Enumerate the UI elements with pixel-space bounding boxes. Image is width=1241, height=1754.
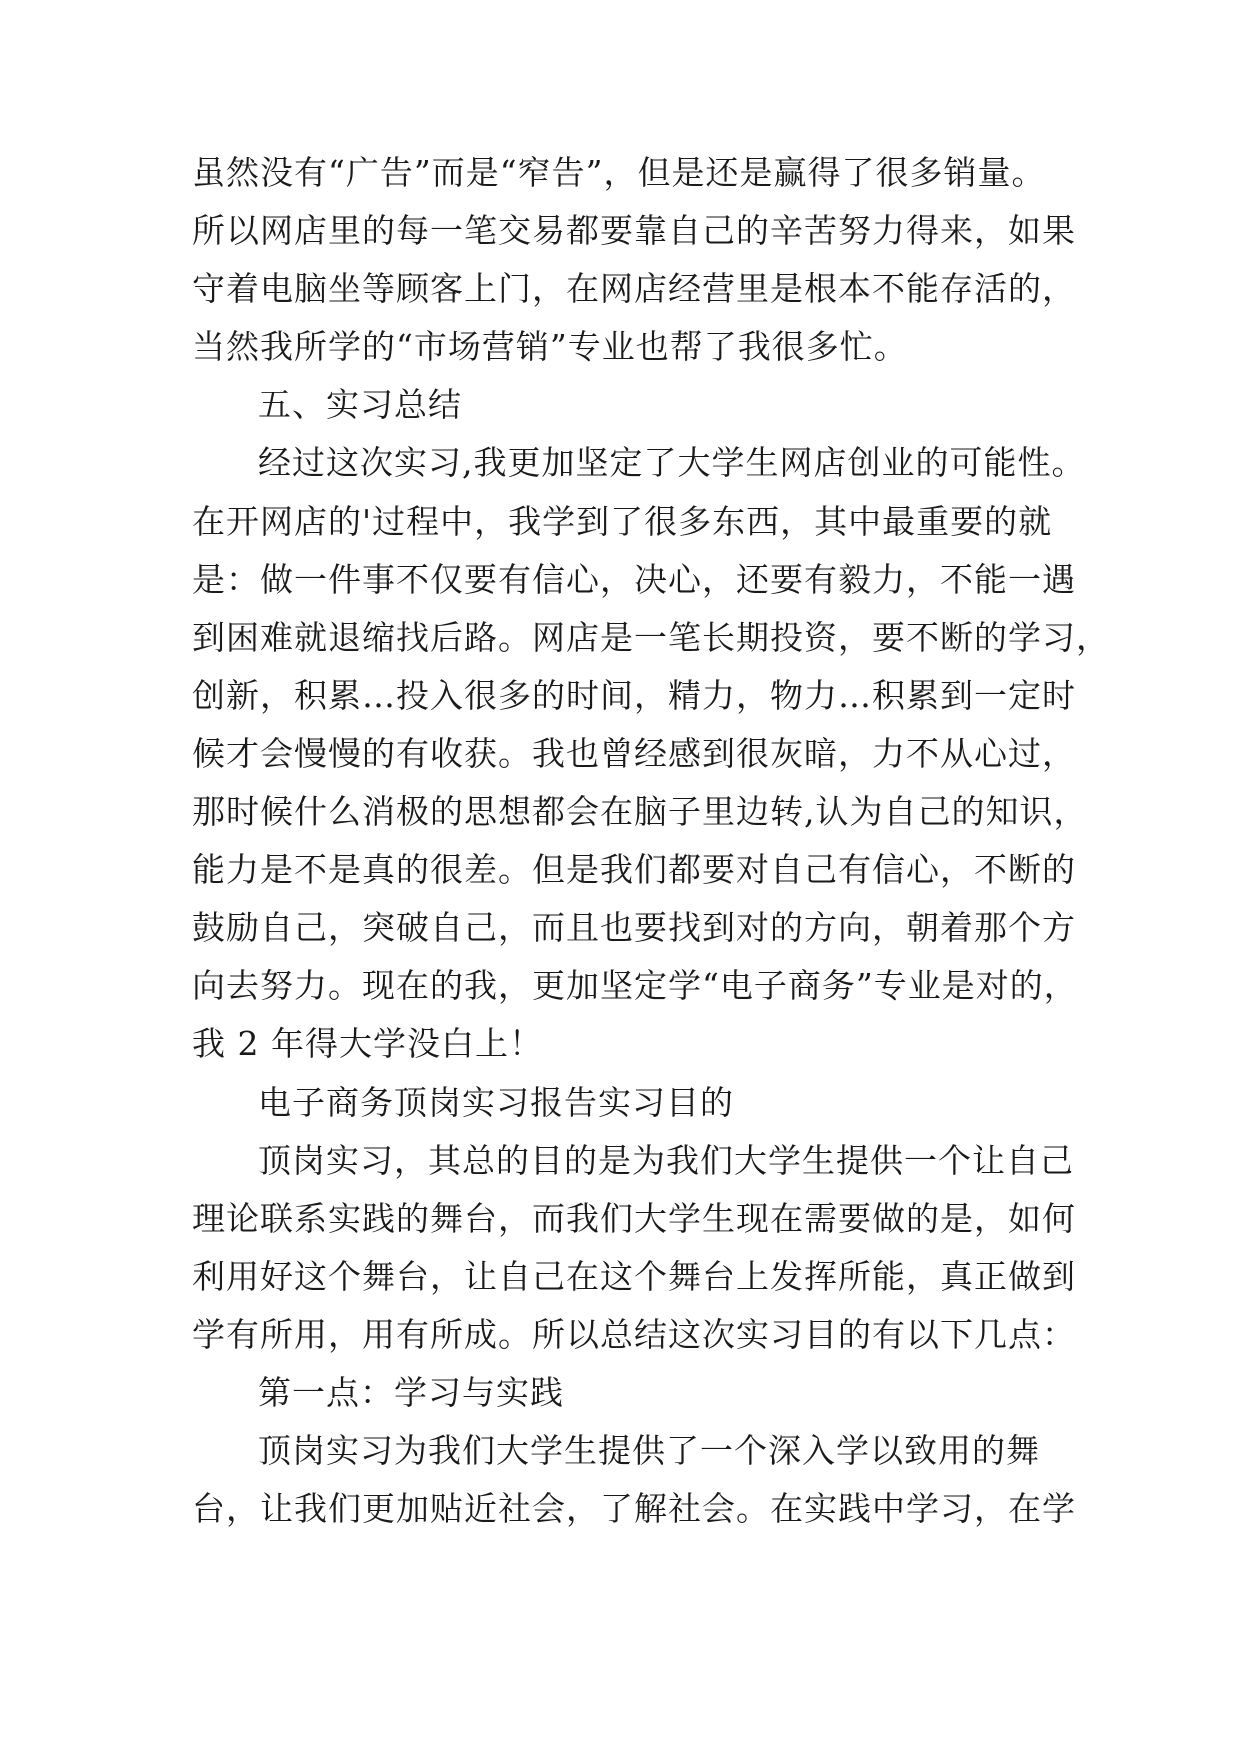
section-heading: 第一点：学习与实践 [258,1372,564,1412]
text-line: 理论联系实践的舞台，而我们大学生现在需要做的是，如何 [192,1198,1076,1238]
text-line: 向去努力。现在的我，更加坚定学“电子商务”专业是对的， [192,966,1078,1006]
text-line: 所以网店里的每一笔交易都要靠自己的辛苦努力得来，如果 [192,211,1076,251]
text-line: 在开网店的'过程中，我学到了很多东西，其中最重要的就 [192,501,1053,541]
text-line: 经过这次实习,我更加坚定了大学生网店创业的可能性。 [258,443,1086,483]
document-page [192,144,1110,1538]
text-line: 守着电脑坐等顾客上门，在网店经营里是根本不能存活的， [192,269,1076,309]
text-line: 是：做一件事不仅要有信心，决心，还要有毅力，不能一遇 [192,559,1076,599]
text-line: 我 2 年得大学没白上！ [192,1024,543,1064]
text-line: 利用好这个舞台，让自己在这个舞台上发挥所能，真正做到 [192,1256,1076,1296]
text-line: 能力是不是真的很差。但是我们都要对自己有信心，不断的 [192,850,1076,890]
section-heading: 电子商务顶岗实习报告实习目的 [258,1082,734,1122]
text-line: 顶岗实习为我们大学生提供了一个深入学以致用的舞 [258,1431,1040,1471]
text-line: 鼓励自己，突破自己，而且也要找到对的方向，朝着那个方 [192,908,1076,948]
section-heading: 五、实习总结 [258,385,462,425]
text-line: 当然我所学的“市场营销”专业也帮了我很多忙。 [192,327,908,367]
text-line: 候才会慢慢的有收获。我也曾经感到很灰暗，力不从心过， [192,733,1076,773]
text-line: 顶岗实习，其总的目的是为我们大学生提供一个让自己 [258,1140,1074,1180]
text-line: 虽然没有“广告”而是“窄告”，但是还是赢得了很多销量。 [192,153,1046,192]
text-line: 台，让我们更加贴近社会，了解社会。在实践中学习，在学 [192,1489,1076,1529]
text-line: 创新，积累…投入很多的时间，精力，物力…积累到一定时 [192,675,1076,715]
text-line: 学有所用，用有所成。所以总结这次实习目的有以下几点： [192,1314,1076,1354]
text-line: 那时候什么消极的思想都会在脑子里边转,认为自己的知识， [192,792,1088,832]
text-line: 到困难就退缩找后路。网店是一笔长期投资，要不断的学习， [192,617,1110,657]
